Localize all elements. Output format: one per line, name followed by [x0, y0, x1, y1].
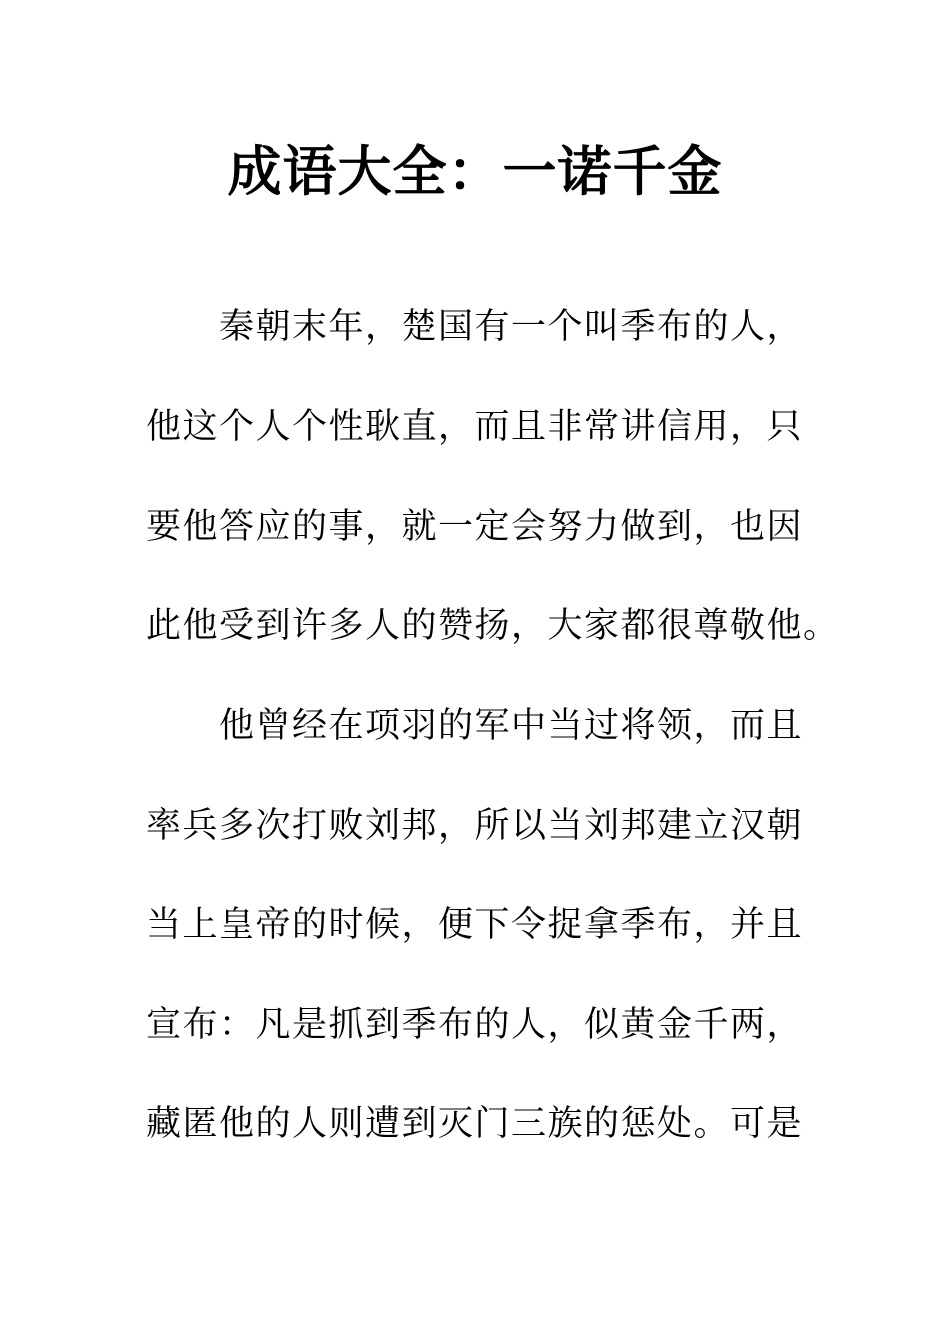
paragraph-line: 当上皇帝的时候，便下令捉拿季布，并且	[146, 905, 804, 945]
paragraph-line: 他曾经在项羽的军中当过将领，而且	[219, 706, 804, 746]
paragraph-line: 此他受到许多人的赞扬，大家都很尊敬他。	[146, 606, 840, 646]
paragraph-line: 要他答应的事，就一定会努力做到，也因	[146, 507, 804, 547]
paragraph-line: 秦朝末年，楚国有一个叫季布的人，	[219, 307, 804, 347]
paragraph-line: 宣布：凡是抓到季布的人，似黄金千两，	[146, 1005, 804, 1045]
document-title: 成语大全：一诺千金	[227, 140, 723, 203]
paragraph-line: 他这个人个性耿直，而且非常讲信用，只	[146, 407, 804, 447]
paragraph-line: 藏匿他的人则遭到灭门三族的惩处。可是	[146, 1104, 804, 1144]
paragraph-line: 率兵多次打败刘邦，所以当刘邦建立汉朝	[146, 806, 804, 846]
